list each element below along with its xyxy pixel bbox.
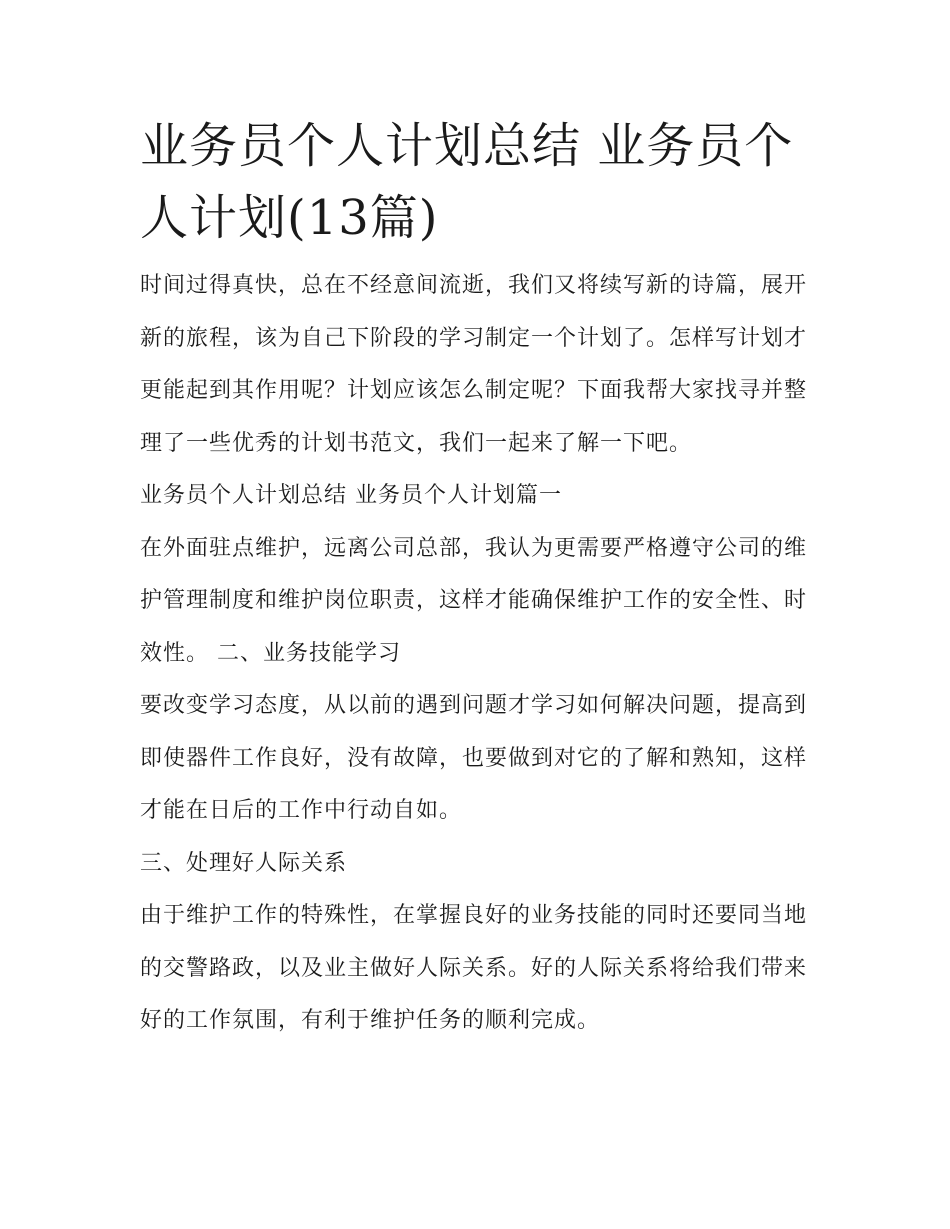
intro-paragraph: 时间过得真快，总在不经意间流逝，我们又将续写新的诗篇，展开新的旅程，该为自己下阶段的学习制定一个计划了。怎样写计划才更能起到其作用呢？计划应该怎么制定呢？下面我帮大家找寻并整理了一些优秀的计划书范文，我们一起来了解一下吧。 (140, 273, 808, 456)
section-heading-3: 三、处理好人际关系 (140, 850, 348, 876)
body-paragraph-1: 在外面驻点维护，远离公司总部，我认为更需要严格遵守公司的维护管理制度和维护岗位职责，这样才能确保维护工作的安全性、时效性。 二、业务技能学习 (140, 535, 808, 666)
document-page (140, 110, 820, 1048)
body-paragraph-2: 要改变学习态度，从以前的遇到问题才学习如何解决问题，提高到即使器件工作良好，没有故障，也要做到对它的了解和熟知，这样才能在日后的工作中行动自如。 (140, 693, 808, 823)
section-heading-1: 业务员个人计划总结 业务员个人计划篇一 (140, 483, 562, 508)
document-title: 业务员个人计划总结 业务员个人计划(13篇) (140, 118, 794, 246)
body-paragraph-3: 由于维护工作的特殊性，在掌握良好的业务技能的同时还要同当地的交警路政，以及业主做好人际关系。好的人际关系将给我们带来好的工作氛围，有利于维护任务的顺利完成。 (140, 903, 808, 1033)
